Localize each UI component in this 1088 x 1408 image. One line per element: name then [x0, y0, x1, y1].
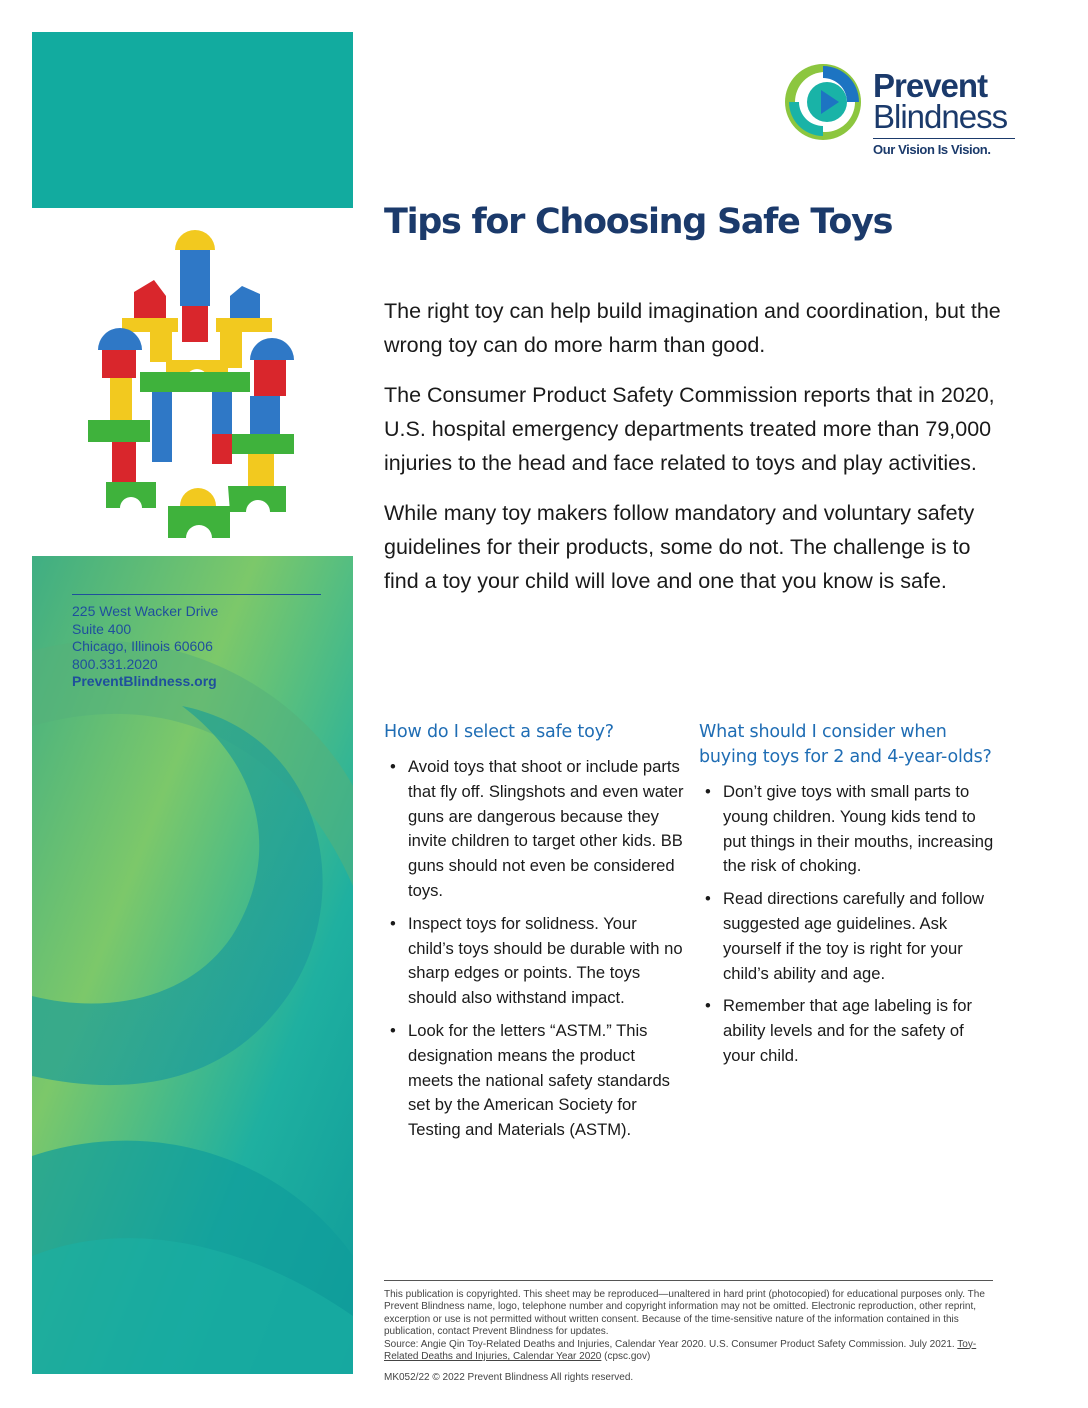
logo-word-prevent: Prevent: [873, 67, 988, 104]
logo-word-blindness: Blindness: [873, 98, 1008, 135]
list-item: • Inspect toys for solidness. Your child’s toys should be durable with no sharp edges or points. The toys should also withstand impact.: [384, 912, 684, 1011]
list-item: • Remember that age labeling is for ability levels and for the safety of your child.: [699, 994, 999, 1068]
source-citation: [384, 1339, 993, 1364]
address-street: 225 West Wacker Drive: [72, 603, 219, 619]
section-toys-2-4-year-olds: [699, 720, 999, 1077]
toy-blocks-image: [70, 220, 320, 550]
list-item: • Look for the letters “ASTM.” This designation means the product meets the national safety standards set by the American Society for Testing and Materials (ASTM).: [384, 1019, 684, 1143]
address-phone: 800.331.2020: [72, 655, 158, 672]
tip-list: [699, 780, 999, 1069]
source-text: Source: Angie Qin Toy-Related Deaths and Injuries, Calendar Year 2020. U.S. Consumer Product Safety Commission. July 2021.: [384, 1338, 955, 1350]
prevent-blindness-logo: [783, 62, 1018, 162]
list-item: • Read directions carefully and follow suggested age guidelines. Ask yourself if the toy is right for your child’s ability and age.: [699, 887, 999, 986]
publication-code: MK052/22 © 2022 Prevent Blindness All rights reserved.: [384, 1372, 634, 1383]
intro-text: [384, 294, 1004, 614]
section-select-safe-toy: [384, 720, 684, 1151]
intro-paragraph-3: While many toy makers follow mandatory and voluntary safety guidelines for their products, some do not. The challenge is to find a toy your child will love and one that you know is safe.: [384, 501, 975, 593]
address-block: [72, 603, 218, 691]
copyright-notice: This publication is copyrighted. This sheet may be reproduced—unaltered in hard print (photocopied) for educational purposes only. The Prevent Blindness name, logo, telephone number and copyright information may not be omitted. Electronic reproduction, other reprint, excerption or use is not permitted without written consent. Because of the time-sensitive nature of the information contained in this publication, contact Prevent Blindness for updates.: [384, 1289, 985, 1338]
address-suite: Suite 400: [72, 620, 132, 637]
list-item: • Don’t give toys with small parts to young children. Young kids tend to put things in their mouths, increasing the risk of choking.: [699, 780, 999, 879]
section-heading: What should I consider when buying toys for 2 and 4-year-olds?: [699, 722, 992, 767]
logo-tagline: Our Vision Is Vision.: [873, 142, 991, 157]
header-color-block: [32, 32, 353, 208]
logo-wordmark: [873, 67, 1008, 135]
intro-paragraph-2: The Consumer Product Safety Commission reports that in 2020, U.S. hospital emergency departments treated more than 79,000 injuries to the head and face related to toys and play activities.: [384, 383, 995, 475]
footer-divider: [384, 1280, 993, 1281]
tip-list: [384, 755, 684, 1143]
list-item: • Avoid toys that shoot or include parts that fly off. Slingshots and even water guns are dangerous because they invite children to target other kids. BB guns should not even be considered toys.: [384, 755, 684, 904]
section-heading: How do I select a safe toy?: [384, 722, 614, 742]
footer-notice: [384, 1289, 993, 1363]
source-link[interactable]: Toy-Related Deaths and Injuries, Calendar Year 2020: [384, 1338, 977, 1363]
address-city: Chicago, Illinois 60606: [72, 638, 213, 655]
sidebar-panel: [32, 556, 353, 1374]
page-title: Tips for Choosing Safe Toys: [384, 202, 893, 242]
logo-divider: [873, 138, 1015, 139]
source-domain: (cpsc.gov): [604, 1351, 651, 1363]
address-divider: [72, 594, 321, 595]
intro-paragraph-1: The right toy can help build imagination and coordination, but the wrong toy can do more harm than good.: [384, 299, 1001, 357]
logo-eye-icon: [783, 62, 863, 142]
website-link[interactable]: PreventBlindness.org: [72, 673, 217, 690]
